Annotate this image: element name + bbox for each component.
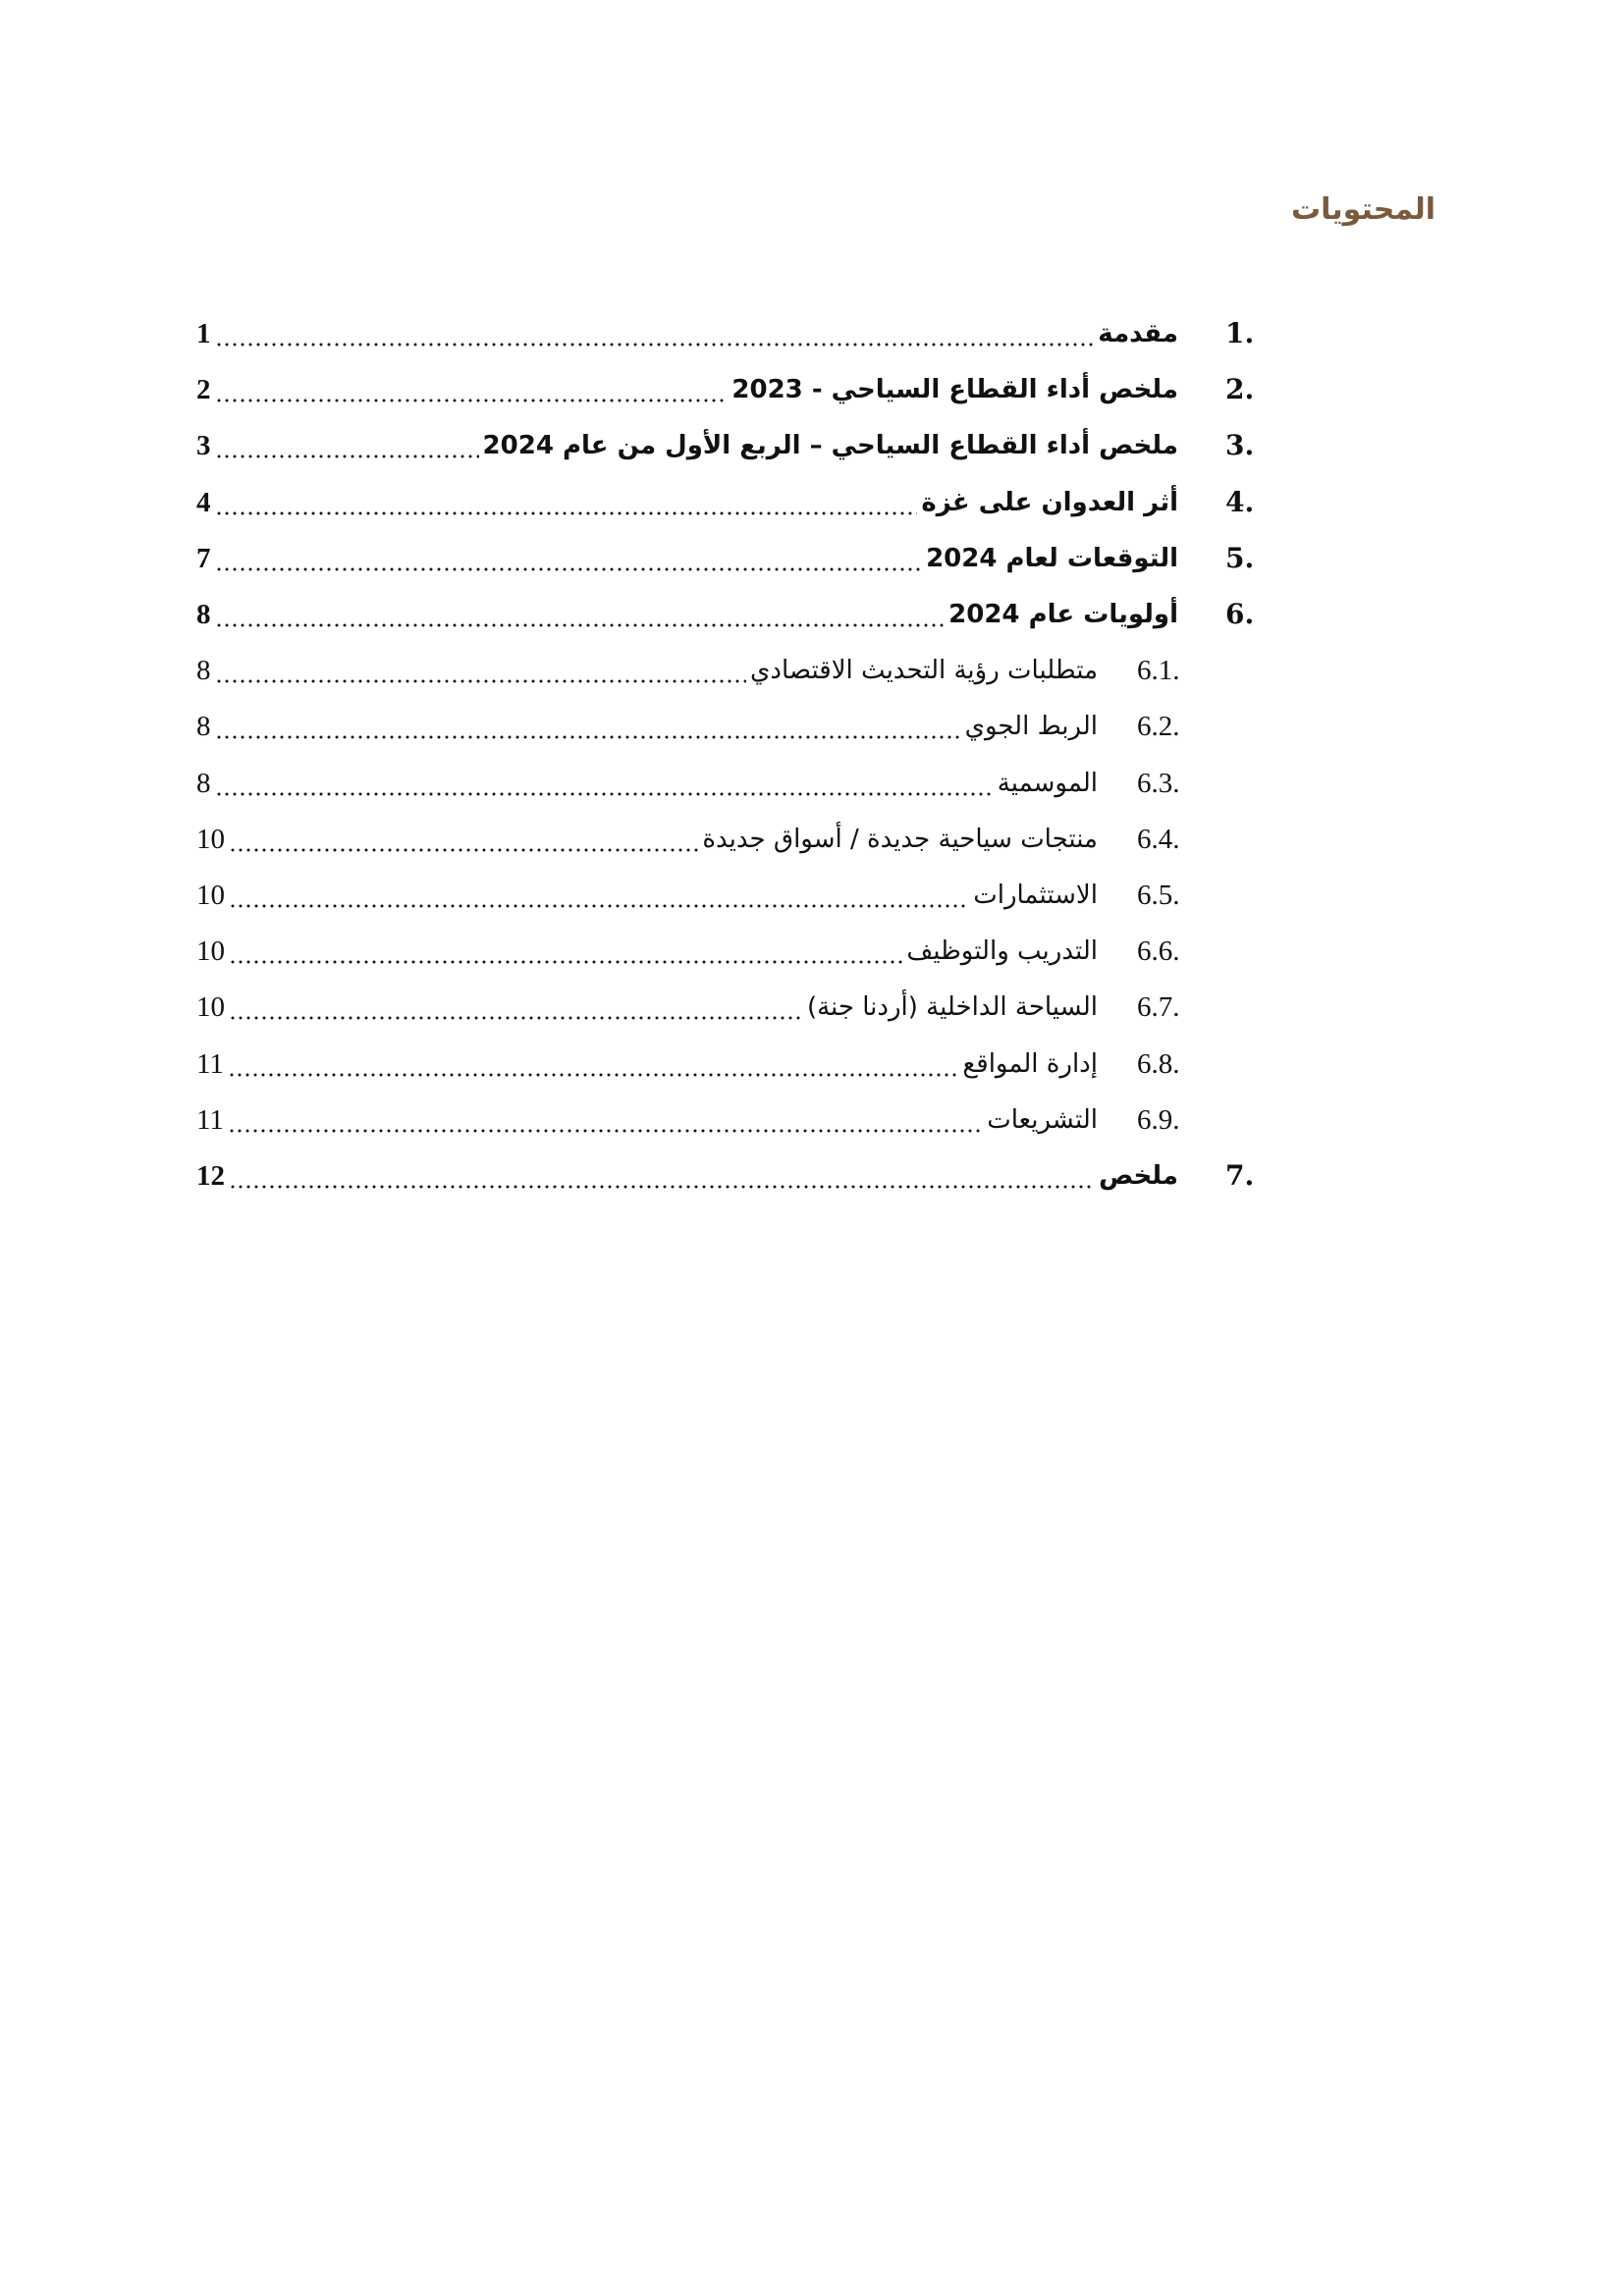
- toc-entry-number: 6.2.: [1137, 711, 1180, 742]
- toc-entry[interactable]: [0, 988, 1624, 1027]
- toc-entry-number: 7.: [1225, 1159, 1255, 1192]
- toc-title: المحتويات: [1290, 192, 1435, 227]
- toc-entry-line: [196, 651, 1098, 690]
- toc-entry-line: [196, 483, 1178, 522]
- toc-entry-line: [196, 988, 1098, 1027]
- toc-entry-number: 4.: [1225, 486, 1255, 518]
- toc-entry-label: أولويات عام 2024: [948, 600, 1178, 629]
- toc-entry-line: [196, 370, 1178, 409]
- dot-leader: [215, 483, 918, 522]
- toc-entry[interactable]: [0, 764, 1624, 803]
- toc-entry-label: منتجات سياحية جديدة / أسواق جديدة: [702, 825, 1098, 854]
- toc-entry-line: [196, 426, 1178, 465]
- toc-entry-page-number: 8: [196, 711, 211, 742]
- toc-entry-number: 1.: [1225, 317, 1255, 349]
- toc-entry-page-number: 10: [196, 935, 225, 967]
- toc-entry[interactable]: [0, 370, 1624, 409]
- toc-entry-page-number: 8: [196, 599, 211, 630]
- dot-leader: [215, 426, 479, 465]
- dot-leader: [215, 764, 994, 803]
- toc-entry[interactable]: [0, 932, 1624, 971]
- toc-entry[interactable]: [0, 651, 1624, 690]
- toc-entry-line: [196, 1100, 1098, 1140]
- toc-entry-label: الاستثمارات: [973, 881, 1098, 910]
- toc-entry-line: [196, 314, 1178, 353]
- toc-entry-label: التوقعات لعام 2024: [926, 544, 1178, 573]
- toc-entry-label: مقدمة: [1098, 319, 1178, 348]
- dot-leader: [215, 651, 747, 690]
- toc-entry-page-number: 1: [196, 318, 211, 349]
- toc-entry-page-number: 10: [196, 991, 225, 1023]
- toc-entry-line: [196, 932, 1098, 971]
- toc-entry-page-number: 7: [196, 543, 211, 574]
- toc-entry-label: الربط الجوي: [964, 712, 1098, 741]
- toc-entry[interactable]: [0, 820, 1624, 859]
- toc-entry[interactable]: [0, 483, 1624, 522]
- dot-leader: [229, 820, 698, 859]
- dot-leader: [229, 932, 902, 971]
- toc-entry-page-number: 4: [196, 487, 211, 518]
- toc-entry-number: 3.: [1225, 429, 1255, 461]
- dot-leader: [215, 314, 1095, 353]
- toc-entry-line: [196, 1044, 1098, 1084]
- dot-leader: [228, 1044, 958, 1084]
- toc-entry-label: ملخص أداء القطاع السياحي – الربع الأول من عام 2024: [482, 431, 1178, 460]
- toc-entry[interactable]: [0, 426, 1624, 465]
- toc-entry-number: 6.4.: [1137, 824, 1180, 855]
- toc-entry-line: [196, 764, 1098, 803]
- toc-entry-number: 6.5.: [1137, 880, 1180, 911]
- toc-entry-page-number: 11: [196, 1048, 224, 1080]
- toc-entry-label: أثر العدوان على غزة: [921, 488, 1178, 517]
- dot-leader: [229, 988, 803, 1027]
- dot-leader: [229, 876, 969, 915]
- toc-entry-page-number: 8: [196, 768, 211, 799]
- toc-entry-number: 6.3.: [1137, 768, 1180, 799]
- toc-entry-number: 6.: [1225, 598, 1255, 630]
- toc-entry-number: 6.8.: [1137, 1048, 1180, 1080]
- dot-leader: [228, 1100, 983, 1140]
- toc-entry-number: 6.1.: [1137, 655, 1180, 686]
- toc-entry-number: 2.: [1225, 373, 1255, 405]
- toc-entry-number: 6.7.: [1137, 991, 1180, 1023]
- toc-entry-label: التدريب والتوظيف: [906, 936, 1098, 966]
- toc-entry-label: متطلبات رؤية التحديث الاقتصادي: [750, 656, 1098, 685]
- toc-entry[interactable]: [0, 876, 1624, 915]
- toc-entry[interactable]: [0, 1044, 1624, 1084]
- toc-entry-page-number: 10: [196, 880, 225, 911]
- dot-leader: [215, 595, 946, 634]
- toc-entry-number: 6.6.: [1137, 935, 1180, 967]
- toc-entry-page-number: 2: [196, 374, 211, 405]
- toc-entry-label: التشريعات: [987, 1105, 1098, 1135]
- toc-entry-line: [196, 876, 1098, 915]
- dot-leader: [215, 370, 729, 409]
- toc-entry-label: ملخص أداء القطاع السياحي - 2023: [731, 375, 1178, 404]
- toc-entry-label: ملخص: [1099, 1161, 1178, 1191]
- toc-entry-line: [196, 539, 1178, 578]
- toc-entry[interactable]: [0, 1156, 1624, 1196]
- toc-entry-line: [196, 595, 1178, 634]
- toc-entry[interactable]: [0, 595, 1624, 634]
- dot-leader: [215, 707, 961, 746]
- dot-leader: [229, 1156, 1095, 1196]
- toc-entry[interactable]: [0, 707, 1624, 746]
- toc-entry-page-number: 3: [196, 430, 211, 461]
- toc-entry-label: الموسمية: [997, 769, 1098, 798]
- toc-entry-label: السياحة الداخلية (أردنا جنة): [806, 992, 1098, 1022]
- toc-entry-page-number: 12: [196, 1160, 225, 1192]
- dot-leader: [215, 539, 923, 578]
- toc-entry[interactable]: [0, 1100, 1624, 1140]
- toc-entry-line: [196, 820, 1098, 859]
- toc-entry-number: 5.: [1225, 542, 1255, 574]
- toc-entry-number: 6.9.: [1137, 1104, 1180, 1136]
- toc-entry-page-number: 10: [196, 824, 225, 855]
- toc-entry[interactable]: [0, 314, 1624, 353]
- toc-entry-page-number: 8: [196, 655, 211, 686]
- toc-entry[interactable]: [0, 539, 1624, 578]
- toc-entry-label: إدارة المواقع: [962, 1049, 1098, 1079]
- toc-entry-line: [196, 707, 1098, 746]
- toc-entry-page-number: 11: [196, 1104, 224, 1136]
- toc-entry-line: [196, 1156, 1178, 1196]
